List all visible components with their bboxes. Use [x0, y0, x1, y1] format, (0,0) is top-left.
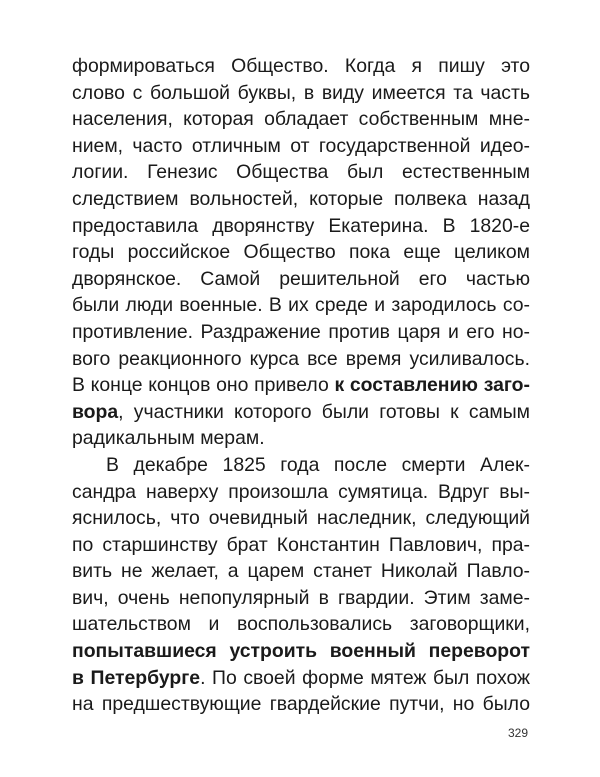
bold-text-segment: попытавшиеся устроить военный переворот [72, 640, 530, 663]
text-segment: , участники которого были готовы к самым [118, 400, 530, 423]
bold-text-segment: к составлению заго- [334, 374, 530, 397]
text-line [72, 691, 530, 718]
text-line [72, 319, 530, 346]
text-segment: радикальным мерам. [72, 427, 265, 450]
text-line [72, 80, 530, 107]
text-segment: сандра наверху произошла сумятица. Вдруг вы- [72, 480, 530, 503]
text-line [72, 532, 530, 559]
text-segment: вить не желает, а царем станет Николай Павло- [72, 560, 530, 583]
text-segment: дворянское. Самой решительной его частью [72, 267, 530, 290]
text-line [72, 585, 530, 612]
text-segment: по старшинству брат Константин Павлович, пра- [72, 533, 530, 556]
text-line [72, 186, 530, 213]
text-segment: формироваться Общество. Когда я пишу это [72, 55, 530, 77]
text-segment: следствием вольностей, которые полвека назад [72, 187, 530, 210]
page-number: 329 [507, 726, 528, 740]
text-segment: яснилось, что очевидный наследник, следующий [72, 507, 530, 530]
text-segment: В декабре 1825 года после смерти Алек- [106, 453, 530, 476]
text-line [72, 638, 530, 665]
text-line [72, 213, 530, 240]
text-line [72, 133, 530, 160]
text-line [72, 372, 530, 399]
text-line [72, 665, 530, 692]
text-line [72, 106, 530, 133]
text-line [72, 611, 530, 638]
text-segment: противление. Раздражение против царя и его но- [72, 320, 530, 343]
text-line [72, 479, 530, 506]
text-line [72, 266, 530, 293]
text-line [72, 292, 530, 319]
body-text [72, 53, 530, 718]
bold-text-segment: вора [72, 400, 119, 423]
text-segment: слово с большой буквы, в виду имеется та часть [72, 81, 530, 104]
text-line [72, 53, 530, 80]
text-segment: населения, которая обладает собственным мне- [72, 108, 530, 131]
text-segment: логии. Генезис Общества был естественным [72, 161, 530, 184]
text-segment: вого реакционного курса все время усиливалось. [72, 347, 530, 370]
text-line [72, 239, 530, 266]
text-segment: . По своей форме мятеж был похож [200, 666, 530, 689]
text-segment: предоставила дворянству Екатерина. В 1820-е [72, 214, 530, 237]
text-line [72, 399, 530, 426]
text-line [72, 346, 530, 373]
text-line [72, 425, 530, 452]
text-line [72, 558, 530, 585]
text-segment: годы российское Общество пока еще целиком [72, 241, 530, 264]
text-line [72, 452, 530, 479]
text-segment: вич, очень непопулярный в гвардии. Этим заме- [72, 586, 530, 609]
text-segment: В конце концов оно привело [72, 374, 335, 397]
text-segment: шательством и воспользовались заговорщики, [72, 613, 530, 636]
text-segment: на предшествующие гвардейские путчи, но было [72, 693, 530, 716]
text-segment: нием, часто отличным от государственной идео- [72, 134, 530, 157]
text-segment: были люди военные. В их среде и зародилось со- [72, 294, 530, 317]
bold-text-segment: в Петербурге [72, 666, 201, 689]
text-line [72, 159, 530, 186]
text-line [72, 505, 530, 532]
